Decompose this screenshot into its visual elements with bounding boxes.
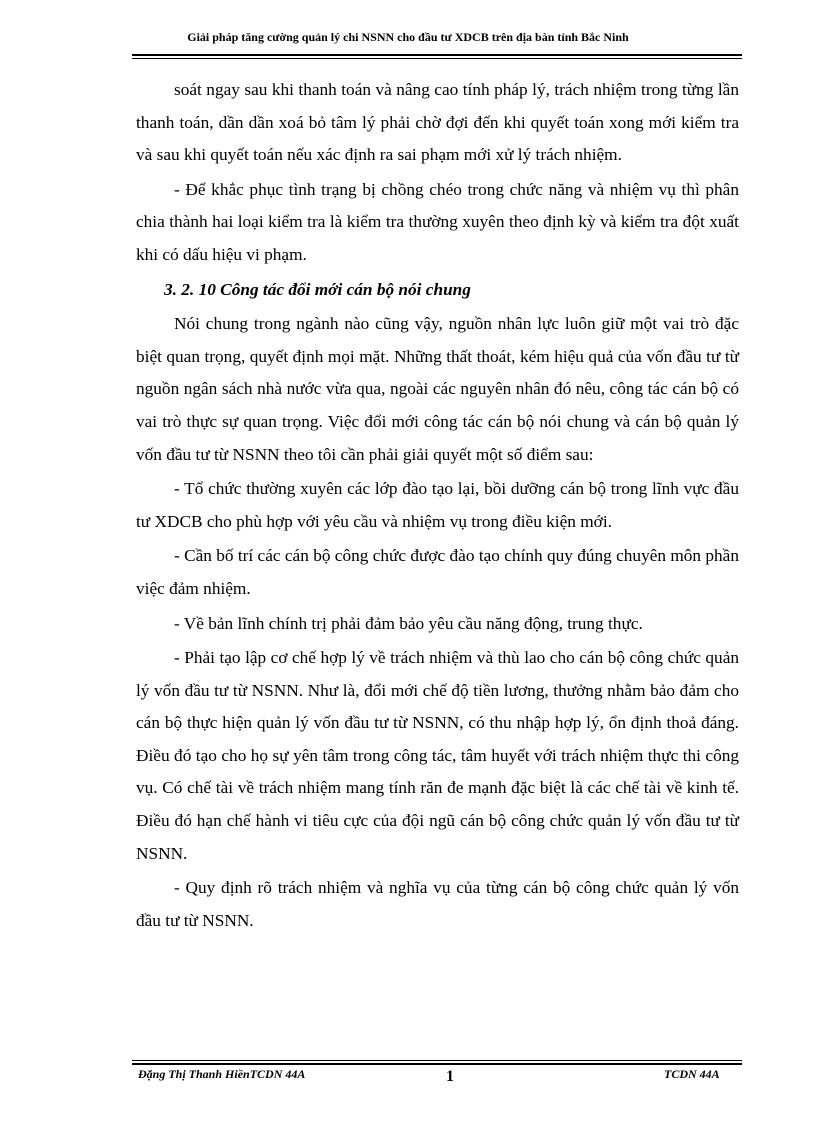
document-body: [136, 74, 739, 939]
paragraph-6: - Về bản lĩnh chính trị phải đảm bảo yêu cầu năng động, trung thực.: [174, 613, 643, 633]
footer-author: Đặng Thị Thanh HiềnTCDN 44A: [138, 1067, 306, 1081]
paragraph-7: - Phải tạo lập cơ chế hợp lý về trách nhiệm và thù lao cho cán bộ công chức quản lý vốn đầu tư từ NSNN. Như là, đổi mới chế độ tiền lương, thưởng nhằm bảo đảm cho cán bộ thực hiện quản lý vốn đầu tư từ NSNN, có thu nhập hợp lý, ổn định thoả đáng. Điều đó tạo cho họ sự yên tâm trong công tác, tâm huyết với trách nhiệm thực thi công vụ. Có chế tài về trách nhiệm mang tính răn đe mạnh đặc biệt là các chế tài về kinh tế. Điều đó hạn chế hành vi tiêu cực của đội ngũ cán bộ công chức quản lý vốn đầu tư từ NSNN.: [136, 648, 739, 863]
paragraph-1: soát ngay sau khi thanh toán và nâng cao tính pháp lý, trách nhiệm trong từng lần thanh toán, dần dần xoá bỏ tâm lý phải chờ đợi đến khi quyết toán xong mới kiểm tra và sau khi quyết toán nếu xác định ra sai phạm mới xử lý trách nhiệm.: [136, 80, 739, 165]
paragraph-2: - Để khắc phục tình trạng bị chồng chéo trong chức năng và nhiệm vụ thì phân chia thành hai loại kiểm tra là kiểm tra thường xuyên theo định kỳ và kiểm tra đột xuất khi có dấu hiệu vi phạm.: [136, 179, 739, 264]
paragraph-3: Nói chung trong ngành nào cũng vậy, nguồn nhân lực luôn giữ một vai trò đặc biệt quan trọng, quyết định mọi mặt. Những thất thoát, kém hiệu quả của vốn đầu tư từ nguồn ngân sách nhà nước vừa qua, ngoài các nguyên nhân đó nêu, công tác cán bộ có vai trò thực sự quan trọng. Việc đổi mới công tác cán bộ nói chung và cán bộ quản lý vốn đầu tư từ NSNN theo tôi cần phải giải quyết một số điểm sau:: [136, 314, 739, 464]
page-number: 1: [446, 1068, 454, 1085]
header-divider: [132, 54, 742, 59]
running-header: Giải pháp tăng cường quản lý chi NSNN cho đầu tư XDCB trên địa bàn tỉnh Bắc Ninh: [187, 30, 629, 44]
footer-class-code: TCDN 44A: [664, 1067, 720, 1081]
section-heading: 3. 2. 10 Công tác đổi mới cán bộ nói chung: [164, 279, 471, 299]
paragraph-4: - Tổ chức thường xuyên các lớp đào tạo lại, bồi dưỡng cán bộ trong lĩnh vực đầu tư XDCB cho phù hợp với yêu cầu và nhiệm vụ trong điều kiện mới.: [136, 479, 739, 531]
footer-divider: [132, 1060, 742, 1065]
paragraph-5: - Cần bố trí các cán bộ công chức được đào tạo chính quy đúng chuyên môn phần việc đảm nhiệm.: [136, 546, 739, 598]
paragraph-8: - Quy định rõ trách nhiệm và nghĩa vụ của từng cán bộ công chức quản lý vốn đầu tư từ NSNN.: [136, 878, 739, 930]
